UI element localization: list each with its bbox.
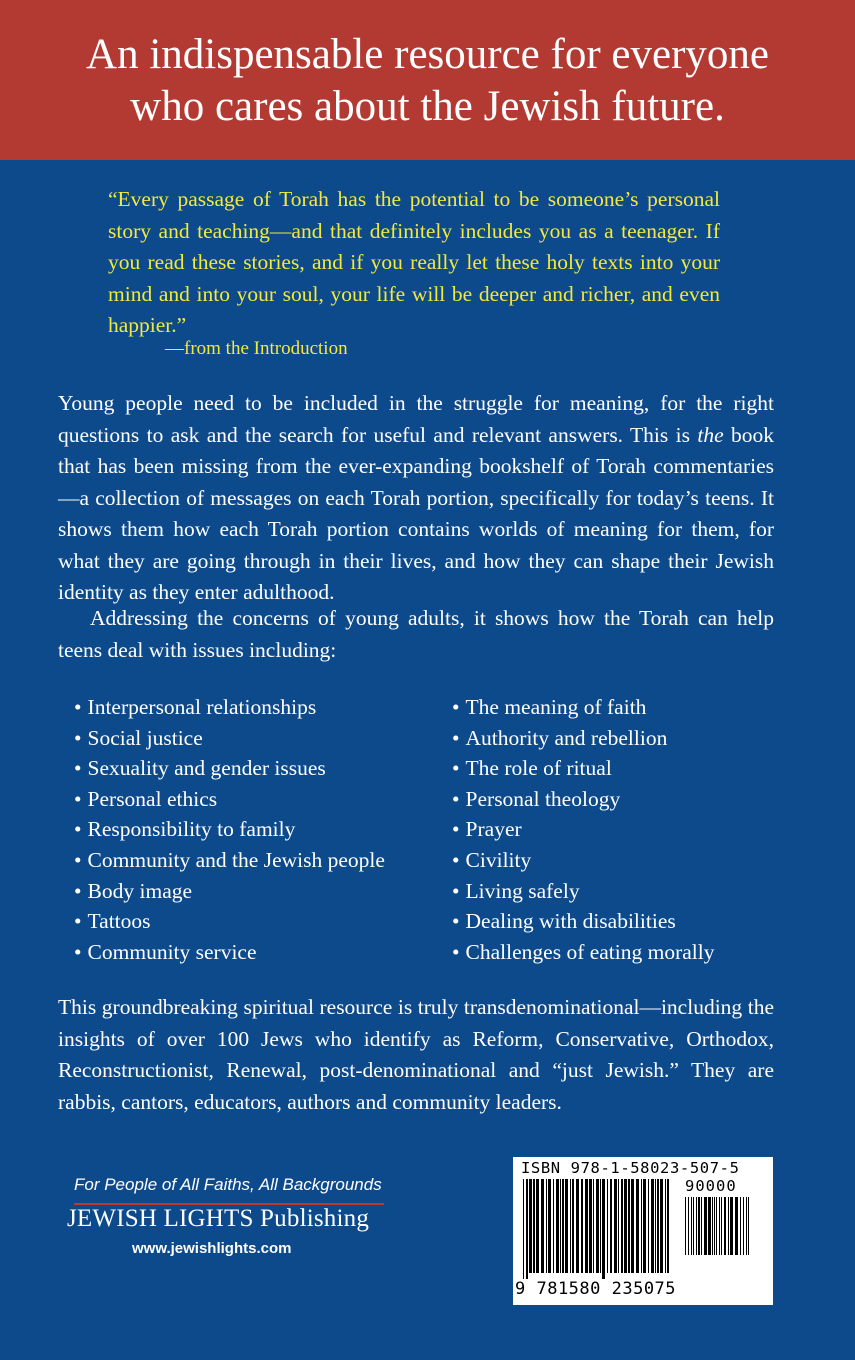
list-item: • Dealing with disabilities	[452, 906, 715, 937]
description-paragraph-3: This groundbreaking spiritual resource is truly transdenominational—including the insights of over 100 Jews who identify as Reform, Conservative, Orthodox, Reconstructionist, Renewal, post-denominational and “just Jewish.” They are rabbis, cantors, educators, authors and community leaders.	[58, 995, 774, 1114]
barcode-bar	[667, 1179, 669, 1273]
barcode-bar	[714, 1197, 715, 1255]
list-item: • The meaning of faith	[452, 692, 715, 723]
barcode-bar	[570, 1179, 571, 1273]
barcode-bar	[607, 1179, 608, 1273]
barcode-bar	[624, 1179, 627, 1273]
barcode-bar	[560, 1179, 561, 1273]
barcode-bar	[541, 1179, 544, 1273]
barcode-bar	[691, 1197, 692, 1255]
barcode-bar	[529, 1179, 532, 1273]
list-item: • Challenges of eating morally	[452, 937, 715, 968]
barcode-bar	[655, 1179, 656, 1273]
barcode-bar	[602, 1179, 605, 1279]
barcode-bar	[526, 1179, 528, 1279]
barcode-bar	[721, 1197, 722, 1255]
barcode-bar	[746, 1197, 747, 1255]
topics-list-left	[74, 692, 385, 967]
barcode-bar	[533, 1179, 535, 1273]
barcode-bar	[665, 1179, 666, 1273]
barcode-bar	[562, 1179, 564, 1273]
barcode-bar	[651, 1179, 654, 1273]
description-paragraph-1	[58, 388, 774, 609]
barcode-bar	[648, 1179, 649, 1273]
barcode-bar	[581, 1179, 583, 1273]
barcode-bar	[740, 1197, 741, 1255]
list-item: • Social justice	[74, 723, 385, 754]
barcode-bar	[636, 1179, 639, 1273]
barcode-bar	[593, 1179, 594, 1273]
headline-banner	[0, 0, 855, 160]
list-item: • Sexuality and gender issues	[74, 753, 385, 784]
barcode-bar	[724, 1197, 726, 1255]
description-paragraph-2: Addressing the concerns of young adults, it shows how the Torah can help teens deal with issues including:	[58, 606, 774, 662]
barcode-bar	[685, 1197, 686, 1255]
barcode-bar	[553, 1179, 554, 1273]
barcode-bar	[708, 1197, 711, 1255]
barcode-bar	[546, 1179, 547, 1273]
barcode-bar	[643, 1179, 646, 1273]
barcode-bar	[743, 1197, 744, 1255]
list-item: • Body image	[74, 876, 385, 907]
list-item: • Civility	[452, 845, 715, 876]
barcode-bar	[618, 1179, 619, 1273]
barcode-bar	[748, 1197, 749, 1255]
price-code: 90000	[685, 1177, 737, 1195]
isbn-barcode	[513, 1157, 773, 1305]
barcode-bar	[548, 1179, 551, 1273]
list-item: • Living safely	[452, 876, 715, 907]
description-p1-part-b: book that has been missing from the ever-expanding bookshelf of Torah commentaries—a collection of messages on each Torah portion, specifically for today’s teens. It shows them how each Torah portion contains worlds of meaning for them, for what they are going through in their lives, and how they can shape their Jewish identity as they enter adulthood.	[58, 422, 775, 604]
barcode-bar	[600, 1179, 601, 1273]
headline-line-2: who cares about the Jewish future.	[130, 83, 725, 130]
topics-list-right	[452, 692, 715, 967]
barcode-bar	[660, 1179, 663, 1273]
barcode-bar	[698, 1197, 700, 1255]
barcode-bar	[631, 1179, 634, 1273]
barcode-bar	[621, 1179, 623, 1273]
ean-barcode-bars	[523, 1179, 671, 1279]
publisher-website: www.jewishlights.com	[132, 1240, 292, 1257]
list-item: • Personal ethics	[74, 784, 385, 815]
barcode-bar	[716, 1197, 717, 1255]
barcode-bar	[657, 1179, 659, 1273]
price-barcode-bars	[685, 1197, 763, 1255]
barcode-bar	[585, 1179, 588, 1273]
publisher-name: JEWISH LIGHTS Publishing	[67, 1205, 370, 1232]
barcode-bar	[696, 1197, 697, 1255]
list-item: • Prayer	[452, 814, 715, 845]
barcode-bar	[565, 1179, 568, 1273]
pull-quote: “Every passage of Torah has the potential to be someone’s personal story and teaching—and that definitely includes you as a teenager. If you read these stories, and if you really let these holy texts into your mind and into your soul, your life will be deeper and richer, and even happier.”	[108, 187, 720, 337]
barcode-bar	[572, 1179, 574, 1273]
barcode-bar	[628, 1179, 630, 1273]
list-item: • Community service	[74, 937, 385, 968]
barcode-bar	[712, 1197, 713, 1255]
barcode-bar	[730, 1197, 733, 1255]
barcode-bar	[641, 1179, 642, 1273]
barcode-bar	[688, 1197, 689, 1255]
barcode-bar	[614, 1179, 617, 1273]
barcode-bar	[728, 1197, 729, 1255]
quote-attribution: —from the Introduction	[165, 338, 348, 359]
barcode-bar	[523, 1179, 524, 1279]
list-item: • Authority and rebellion	[452, 723, 715, 754]
list-item: • Personal theology	[452, 784, 715, 815]
list-item: • Responsibility to family	[74, 814, 385, 845]
barcode-bar	[556, 1179, 559, 1273]
list-item: • Community and the Jewish people	[74, 845, 385, 876]
publisher-tagline: For People of All Faiths, All Backgrounds	[74, 1175, 382, 1194]
isbn-label: ISBN 978-1-58023-507-5	[521, 1159, 740, 1177]
barcode-bar	[719, 1197, 720, 1255]
barcode-bar	[704, 1197, 707, 1255]
headline-line-1: An indispensable resource for everyone	[86, 31, 769, 78]
barcode-bar	[596, 1179, 599, 1273]
list-item: • The role of ritual	[452, 753, 715, 784]
barcode-bar	[701, 1197, 702, 1255]
barcode-bar	[610, 1179, 612, 1273]
barcode-bar	[536, 1179, 539, 1273]
description-p1-part-a: Young people need to be included in the struggle for meaning, for the right questions to ask and the search for useful and relevant answers. This is	[58, 391, 774, 447]
barcode-bar	[589, 1179, 592, 1273]
barcode-bar	[693, 1197, 694, 1255]
list-item: • Tattoos	[74, 906, 385, 937]
description-p1-emphasis: the	[697, 422, 724, 447]
barcode-digits: 9 781580 235075	[515, 1279, 677, 1299]
list-item: • Interpersonal relationships	[74, 692, 385, 723]
barcode-bar	[735, 1197, 738, 1255]
barcode-bar	[576, 1179, 579, 1273]
